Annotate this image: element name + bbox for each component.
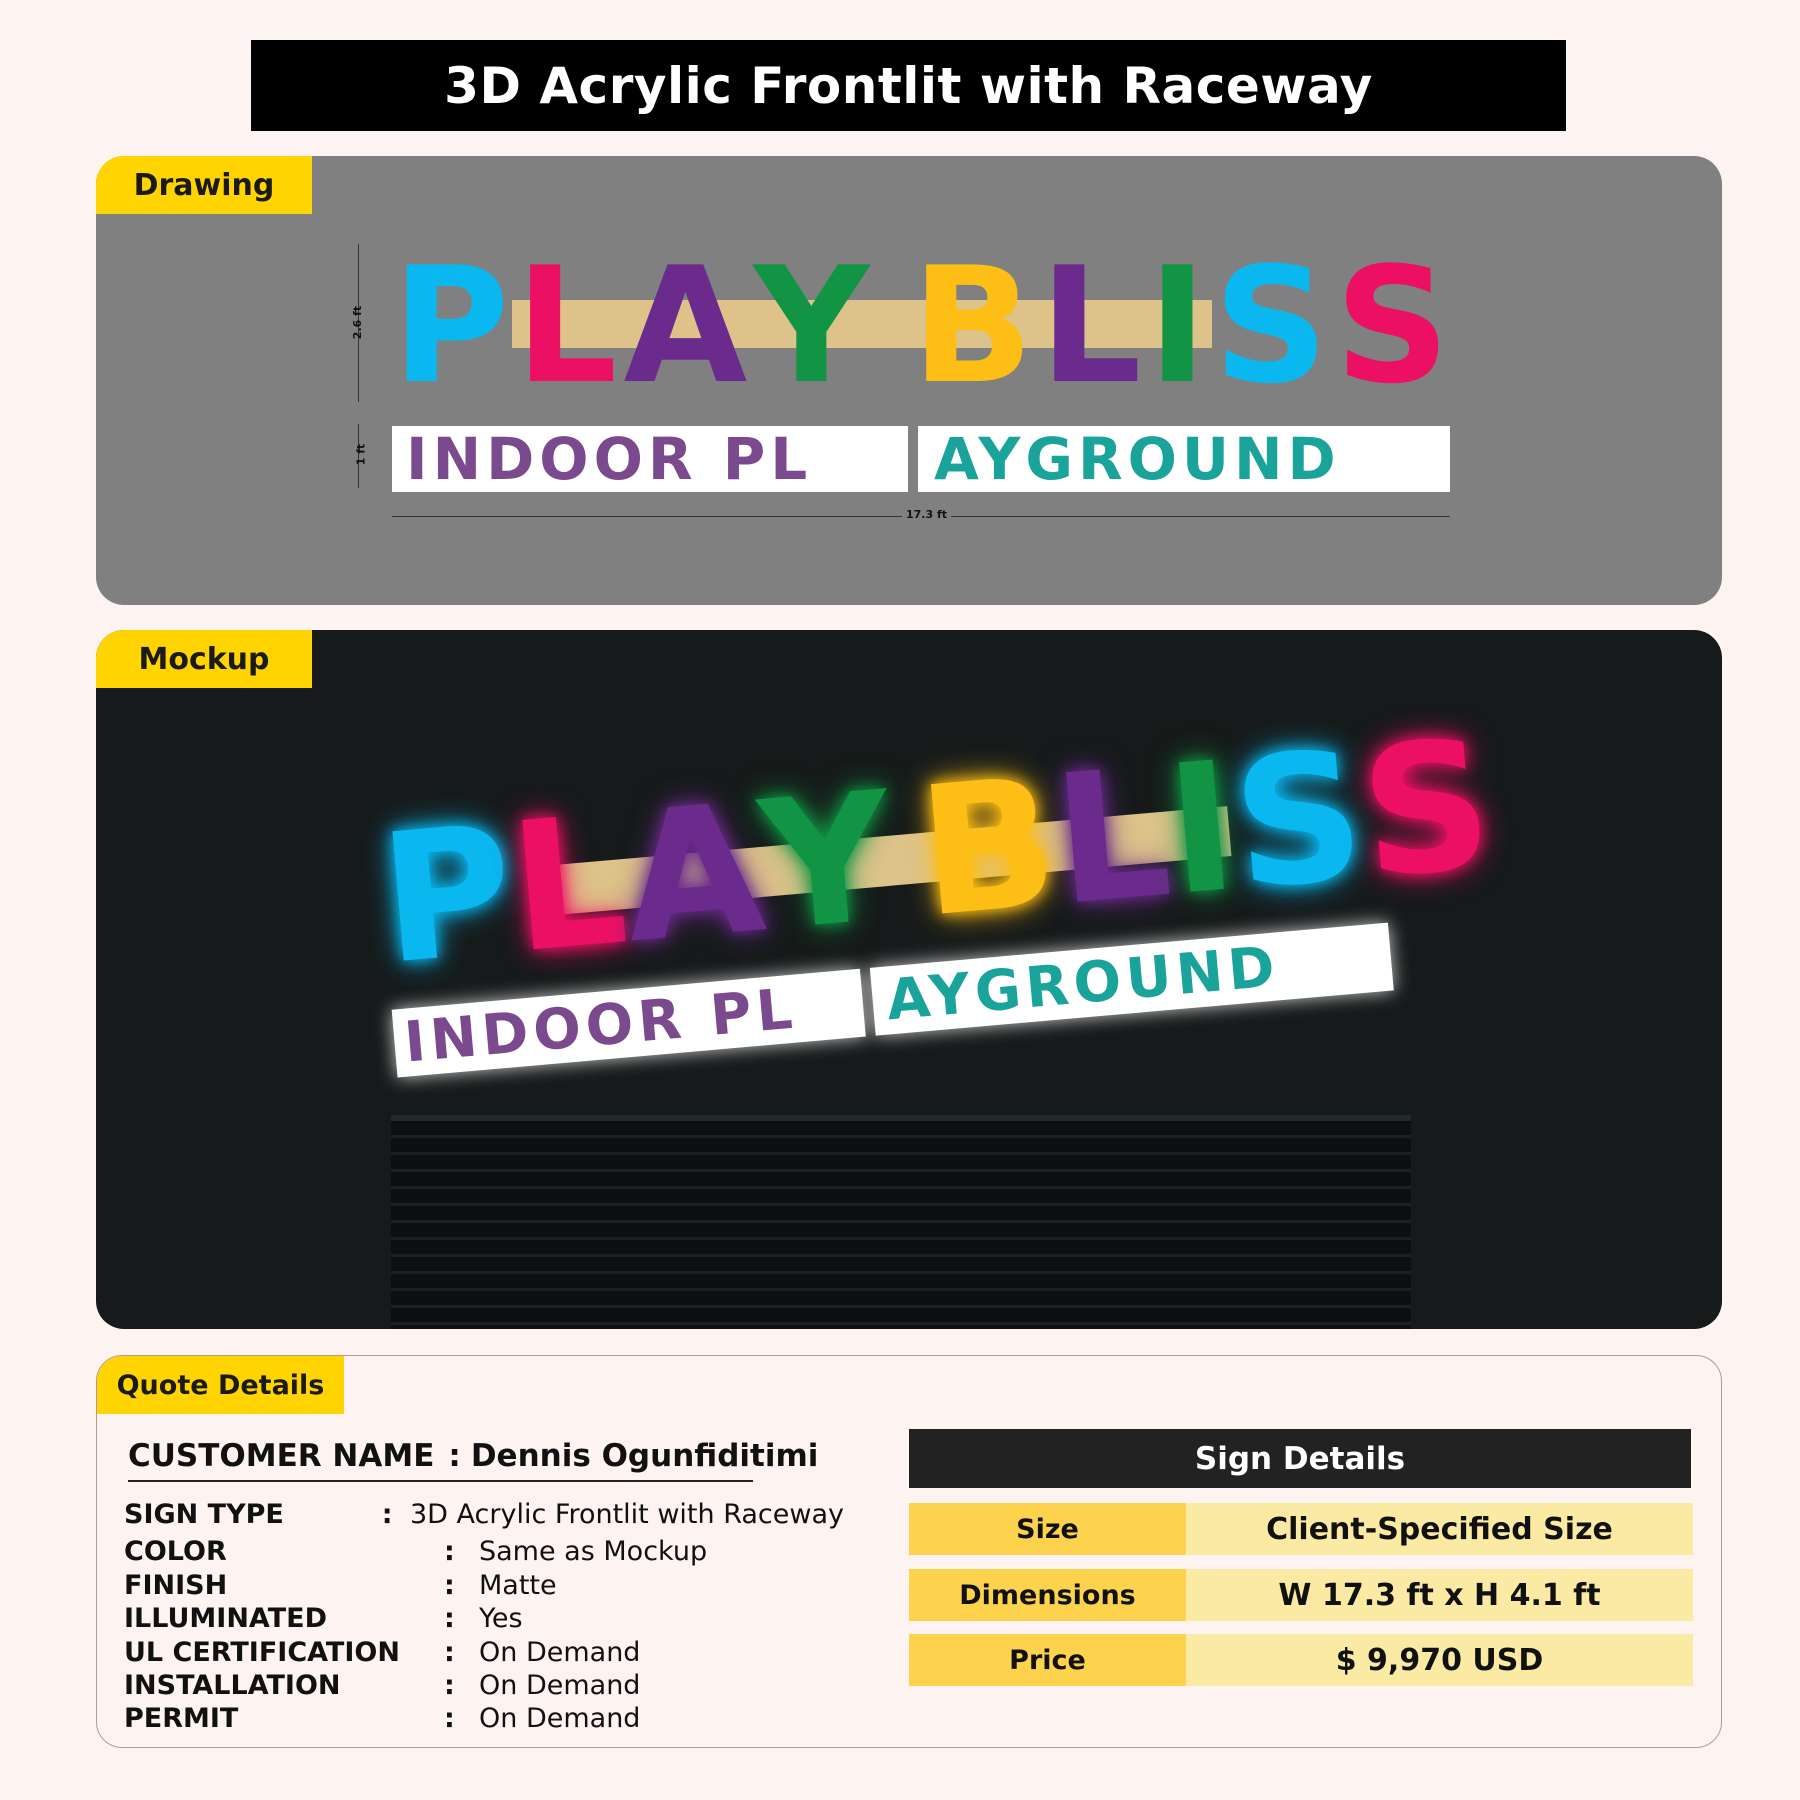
sign-detail-label: Dimensions: [909, 1569, 1186, 1621]
spec-value: 3D Acrylic Frontlit with Raceway: [409, 1498, 844, 1530]
spec-label: ILLUMINATED: [124, 1602, 328, 1634]
sign-detail-label: Price: [909, 1634, 1186, 1686]
spec-label: SIGN TYPE: [124, 1498, 284, 1530]
sign-letter: S: [1213, 232, 1329, 419]
sign-letter: L: [515, 232, 618, 419]
sign-letter: A: [616, 764, 772, 983]
customer-name-label: CUSTOMER NAME: [128, 1438, 435, 1474]
mockup-sub-right-text: AYGROUND: [883, 933, 1283, 1033]
sign-detail-label: Size: [909, 1503, 1186, 1555]
sign-detail-value: Client-Specified Size: [1186, 1503, 1693, 1555]
spec-value: Yes: [479, 1602, 523, 1634]
spec-value: On Demand: [479, 1669, 641, 1701]
spec-label: FINISH: [124, 1569, 228, 1601]
sign-detail-value: W 17.3 ft x H 4.1 ft: [1186, 1569, 1693, 1621]
sign-letter: S: [1225, 711, 1372, 930]
spec-label: UL CERTIFICATION: [124, 1636, 400, 1668]
sign-letter: S: [1334, 232, 1450, 419]
width-label: 17.3 ft: [902, 508, 951, 521]
sign-letter: L: [1039, 232, 1142, 419]
sign-sub-strip-right: [918, 426, 1450, 492]
spec-row-color: COLOR : Same as Mockup: [124, 1535, 708, 1567]
sign-letter: S: [1353, 700, 1500, 919]
drawing-tag: Drawing: [96, 156, 312, 214]
quote-details-panel: [96, 1355, 1722, 1748]
spec-label: COLOR: [124, 1535, 227, 1567]
sign-details-row-price: [909, 1634, 1693, 1686]
sign-sub-left-text: INDOOR PL: [406, 425, 813, 493]
customer-name-value: Dennis Ogunfiditimi: [470, 1438, 819, 1474]
spec-value: On Demand: [479, 1636, 641, 1668]
sign-letter: B: [911, 232, 1034, 419]
sign-letter: A: [623, 232, 748, 419]
sign-letter: I: [1147, 232, 1208, 419]
spec-row-sign-type: SIGN TYPE : 3D Acrylic Frontlit with Raceway: [124, 1498, 844, 1530]
sign-sub-strip-left: [392, 426, 908, 492]
height-main-label: 2.6 ft: [351, 305, 365, 340]
mockup-panel: [96, 630, 1722, 1329]
spec-row-illuminated: ILLUMINATED : Yes: [124, 1602, 523, 1634]
spec-label: INSTALLATION: [124, 1669, 341, 1701]
page-title-bar: [251, 40, 1566, 131]
mockup-sign: [373, 700, 1500, 1089]
sign-letter: L: [503, 776, 635, 993]
sign-letter: I: [1159, 722, 1244, 935]
drawing-panel: [96, 156, 1722, 605]
spec-value: Same as Mockup: [479, 1535, 708, 1567]
sign-sub-right-text: AYGROUND: [934, 425, 1341, 493]
height-sub-label: 1 ft: [354, 443, 368, 466]
mockup-sub-left-text: INDOOR PL: [401, 976, 800, 1076]
spec-row-finish: FINISH : Matte: [124, 1569, 557, 1601]
sign-letter: Y: [753, 753, 900, 971]
spec-value: Matte: [479, 1569, 557, 1601]
spec-value: On Demand: [479, 1702, 641, 1734]
sign-letter: Y: [753, 232, 870, 419]
mockup-tag: Mockup: [96, 630, 312, 688]
spec-row-ul-certification: UL CERTIFICATION : On Demand: [124, 1636, 641, 1668]
storefront-shutter: [391, 1115, 1411, 1329]
sign-letter: P: [392, 232, 510, 419]
spec-label: PERMIT: [124, 1702, 239, 1734]
drawing-sign: [392, 232, 1450, 493]
page-title: 3D Acrylic Frontlit with Raceway: [444, 56, 1373, 115]
quote-details-tag: Quote Details: [97, 1356, 344, 1414]
sign-letter: B: [911, 738, 1065, 957]
sign-details-heading: Sign Details: [909, 1429, 1691, 1488]
spec-row-permit: PERMIT : On Demand: [124, 1702, 641, 1734]
sign-letter: L: [1046, 728, 1178, 945]
sign-detail-value: $ 9,970 USD: [1186, 1634, 1693, 1686]
sign-main-letters: [392, 232, 1450, 419]
spec-row-installation: INSTALLATION : On Demand: [124, 1669, 641, 1701]
sign-letter: P: [373, 786, 522, 1004]
sign-letter-space: [875, 246, 905, 406]
customer-name-row: CUSTOMER NAME : Dennis Ogunfiditimi: [128, 1438, 753, 1482]
sign-details-row-size: [909, 1503, 1693, 1555]
sign-details-row-dimensions: [909, 1569, 1693, 1621]
